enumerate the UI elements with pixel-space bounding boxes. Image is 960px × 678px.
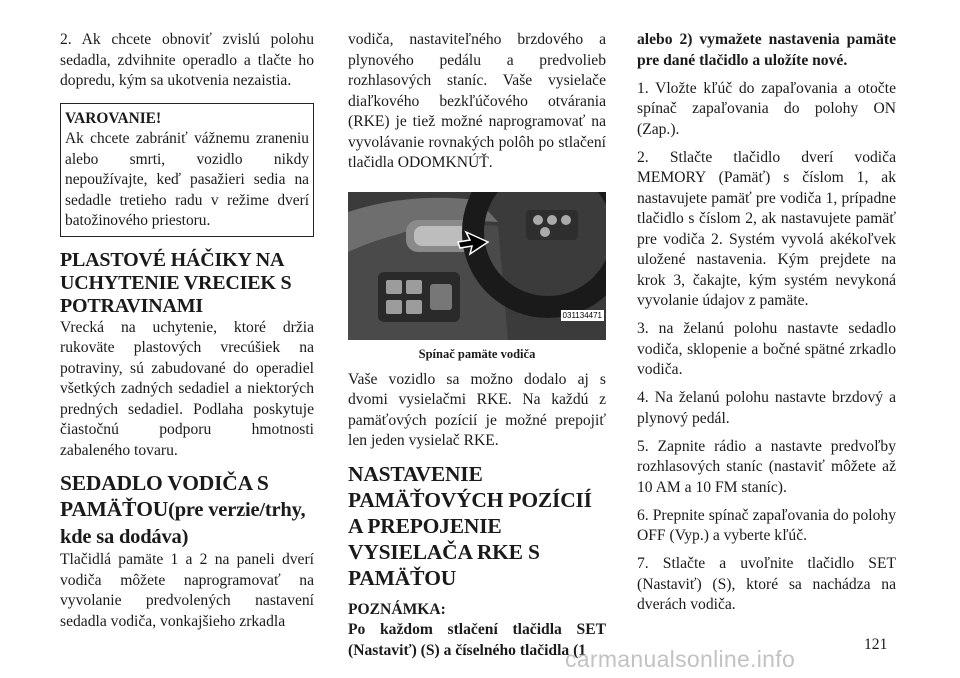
heading-memory-main: SEDADLO VODIČA S PAMÄŤOU [60,471,269,521]
intro-paragraph: 2. Ak chcete obnoviť zvislú polohu sedadla, zdvihnite operadlo a tlačte ho dopredu, kým sa ukotvenia nezaistia. [60,31,314,89]
step-4: 4. Na želanú polohu nastavte brzdový a plynový pedál. [637,389,896,427]
warning-text: Ak chcete zabrániť vážnemu zraneniu alebo smrti, vozidlo nikdy nepoužívajte, keď pasažieri sedia na sedadle tretieho radu v režime dverí batožinového priestoru. [65,130,309,229]
step-5: 5. Zapnite rádio a nastavte predvoľby rozhlasových staníc (nastaviť môžete až 10 AM a 10 FM staníc). [637,437,896,496]
step-1: 1. Vložte kľúč do zapaľovania a otočte spínač zapaľovania do polohy ON (Zap.). [637,79,896,138]
warning-title: VAROVANIE! [65,109,162,127]
memory-seat-paragraph: Tlačidlá pamäte 1 a 2 na paneli dverí vodiča môžete naprogramovať na vyvolanie predvolených nastavení sedadla vodiča, vonkajšieho zrkadla [60,551,314,630]
grocery-hooks-paragraph: Vrecká na uchytenie, ktoré držia rukoväte plastových vrecúšiek na potraviny, sú zabudované do operadiel všetkých zadných sedadiel a niektorých predných sedadiel. Podlaha poskytuje čiastočnú podporu hmotnosti zabaleného tovaru. [60,318,314,459]
column-left [60,30,314,632]
heading-memory-sub: (pre verzie/trhy, kde sa dodáva) [60,499,306,548]
memory-continued-paragraph: vodiča, nastaviteľného brzdového a plynového pedálu a predvolieb rozhlasových staníc. Vaše vysielače diaľkového bezkľúčového otvárania (RKE) je tiež možné naprogramovať na vyvolávanie rovnakých polôh po stlačení tlačidla ODOMKNÚŤ. [348,31,606,171]
note-title: POZNÁMKA: [348,600,446,618]
note-end: alebo 2) vymažete nastavenia pamäte pre dané tlačidlo a uložíte nové. [637,31,896,69]
note-start: Po každom stlačení tlačidla SET (Nastaviť) (S) a číselného tlačidla (1 [348,621,606,659]
memory-switch-photo [348,192,606,340]
figure-caption: Spínač pamäte vodiča [418,346,536,361]
page-number: 121 [864,636,888,653]
heading-grocery-hooks: PLASTOVÉ HÁČIKY NA UCHYTENIE VRECIEK S POTRAVINAMI [60,248,292,317]
figure-code: 031134471 [562,310,602,320]
heading-memory-seat [60,470,314,550]
warning-box [60,103,314,237]
watermark: carmanualsonline.info [565,646,796,672]
heading-memory-setup: NASTAVENIE PAMÄŤOVÝCH POZÍCIÍ A PREPOJENIE VYSIELAČA RKE S PAMÄŤOU [348,461,592,590]
column-right [637,30,896,623]
step-3: 3. na želanú polohu nastavte sedadlo vodiča, sklopenie a bočné spätné zrkadlo vodiča. [637,320,896,378]
step-2: 2. Stlačte tlačidlo dverí vodiča MEMORY (Pamäť) s číslom 1, ak nastavujete pamäť pre vodiča 1, prípadne tlačidlo s číslom 2, ak nastavujete pamäť pre vodiča 2. Systém vyvolá akékoľvek uložené nastavenia. Kým prejdete na krok 3, čakajte, kým systém nevykoná vyvolanie údajov z pamäte. [637,148,896,309]
step-6: 6. Prepnite spínač zapaľovania do polohy OFF (Vyp.) a vyberte kľúč. [637,506,896,544]
rke-paragraph: Vaše vozidlo sa možno dodalo aj s dvomi vysielačmi RKE. Na každú z pamäťových pozícií je možné prepojiť len jeden vysielač RKE. [348,370,606,449]
column-middle [348,30,606,661]
step-7: 7. Stlačte a uvoľnite tlačidlo SET (Nastaviť) (S), ktoré sa nachádza na dverách vodiča. [637,555,896,613]
